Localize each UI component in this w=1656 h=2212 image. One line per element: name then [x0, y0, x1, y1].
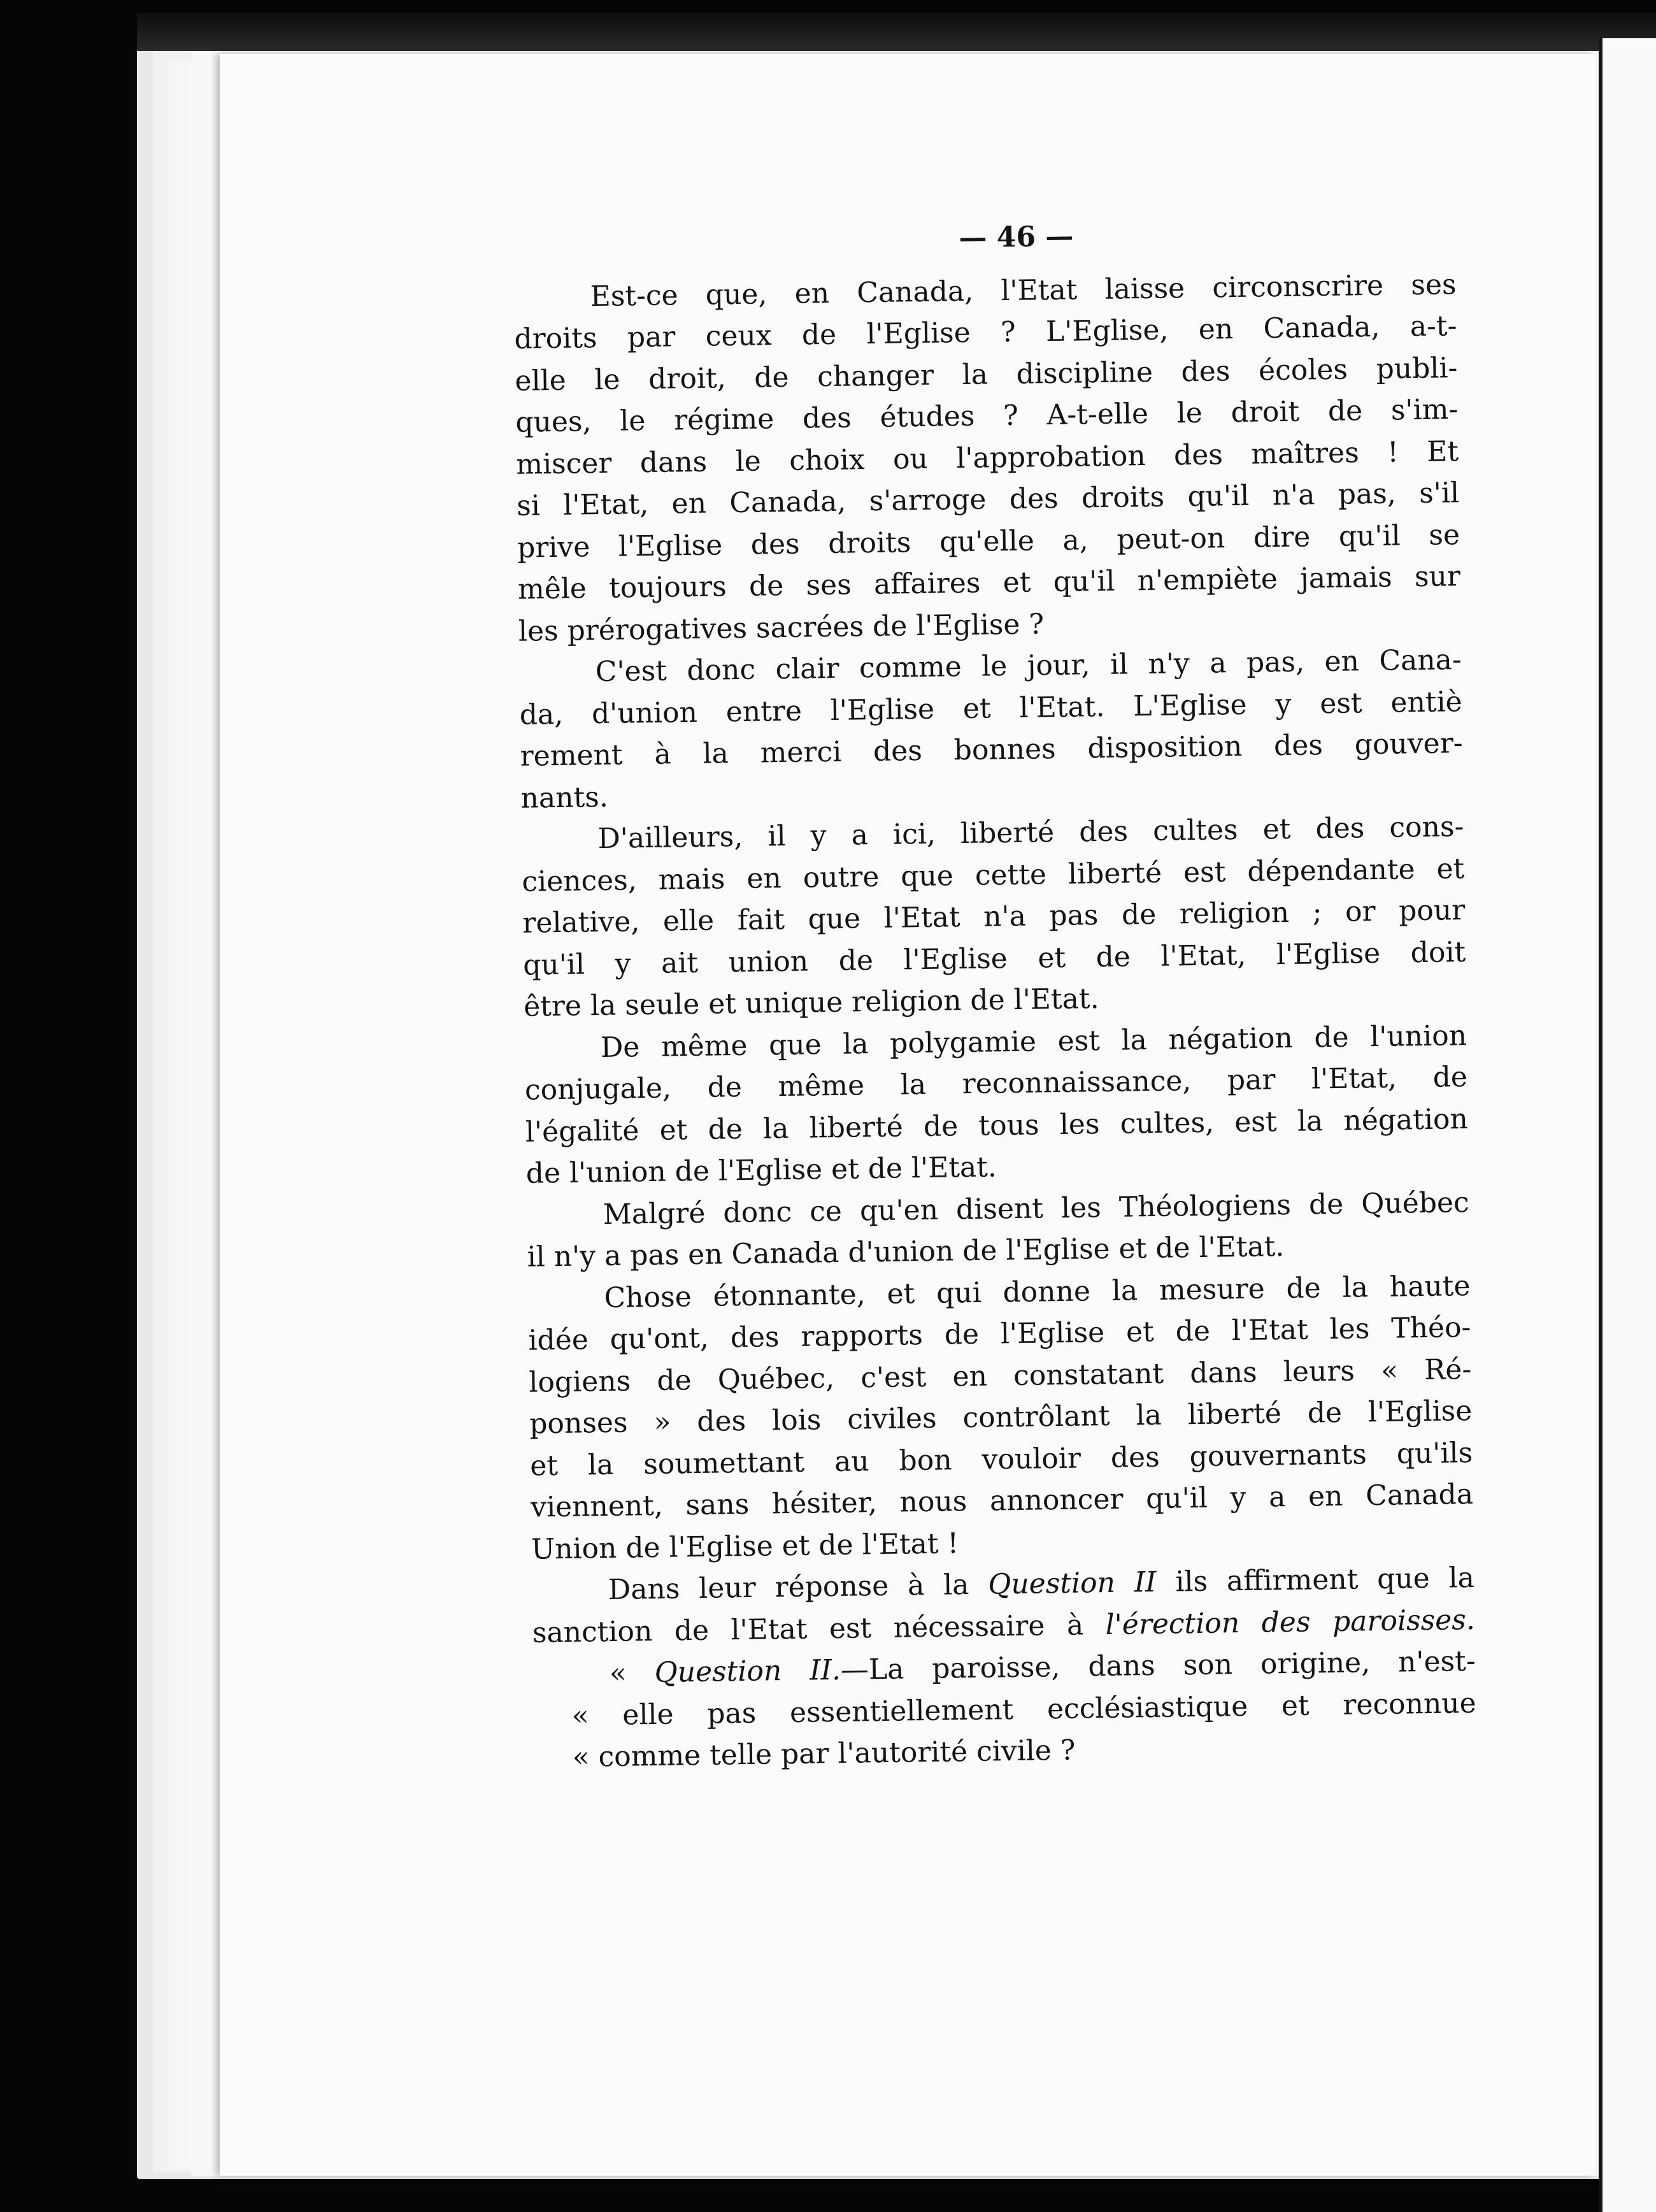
text-line: droits par ceux de l'Eglise ? L'Eglise, en Canada, a-t-	[514, 310, 1457, 356]
text-line: C'est donc clair comme le jour, il n'y a pas, en Cana-	[595, 643, 1462, 689]
text-line: Est-ce que, en Canada, l'Etat laisse circonscrire ses	[590, 268, 1457, 313]
text-line: Union de l'Eglise et de l'Etat !	[531, 1526, 959, 1566]
text-line: les prérogatives sacrées de l'Eglise ?	[518, 607, 1045, 648]
text-line: rement à la merci des bonnes disposition des gouver-	[520, 727, 1463, 773]
text-line: prive l'Eglise des droits qu'elle a, peut-on dire qu'il se	[517, 518, 1460, 564]
paragraph-closing	[532, 1557, 1476, 1653]
text-line: être la seule et unique religion de l'Etat.	[523, 982, 1099, 1023]
text-line: si l'Etat, en Canada, s'arroge des droits qu'il n'a pas, s'il	[516, 477, 1460, 522]
text-line: miscer dans le choix ou l'approbation des maîtres ! Et	[515, 434, 1459, 481]
text-line: da, d'union entre l'Eglise et l'Etat. L'Eglise y est entiè	[519, 685, 1462, 731]
paragraph	[522, 806, 1466, 1027]
text-line: il n'y a pas en Canada d'union de l'Eglise et de l'Etat.	[527, 1230, 1285, 1274]
text-line: « elle pas essentiellement ecclésiastique et reconnue	[571, 1686, 1476, 1732]
text-line: relative, elle fait que l'Etat n'a pas de religion ; or pour	[522, 894, 1466, 940]
text-line: et la soumettant au bon vouloir des gouvernants qu'ils	[529, 1436, 1473, 1483]
top-binding-edge	[137, 13, 1656, 51]
paragraph	[524, 1015, 1469, 1195]
paragraph	[514, 264, 1461, 652]
text-line: D'ailleurs, il y a ici, liberté des cultes et des cons-	[597, 810, 1464, 856]
text-line: Chose étonnante, et qui donne la mesure de la haute	[604, 1269, 1471, 1314]
text-line: logiens de Québec, c'est en constatant dans leurs « Ré-	[529, 1353, 1472, 1399]
text-line: nants.	[520, 780, 609, 815]
paragraph	[528, 1265, 1474, 1570]
text-line: Malgré donc ce qu'en disent les Théologiens de Québec	[603, 1186, 1469, 1231]
quotation	[571, 1641, 1477, 1778]
text-line: ciences, mais en outre que cette liberté est dépendante et	[522, 852, 1465, 898]
text-line: de l'union de l'Eglise et de l'Etat.	[525, 1151, 997, 1190]
body-paragraphs	[514, 264, 1474, 1570]
paragraph	[527, 1182, 1470, 1278]
paragraph	[519, 639, 1464, 819]
text-line: idée qu'ont, des rapports de l'Eglise et de l'Etat les Théo-	[528, 1311, 1471, 1357]
text-line: sanction de l'Etat est nécessaire à l'érection des paroisses.	[532, 1603, 1476, 1649]
text-line: mêle toujours de ses affaires et qu'il n'empiète jamais sur	[517, 560, 1461, 606]
text-line: Dans leur réponse à la Question II ils affirment que la	[608, 1561, 1475, 1606]
page-text	[514, 210, 1477, 1778]
facing-page-edge	[1599, 38, 1656, 2212]
text-line: l'égalité et de la liberté de tous les cultes, est la négation	[525, 1102, 1469, 1149]
text-line: elle le droit, de changer la discipline des écoles publi-	[515, 351, 1458, 398]
text-line: qu'il y ait union de l'Eglise et de l'Etat, l'Eglise doit	[522, 935, 1466, 982]
text-line: viennent, sans hésiter, nous annoncer qu'il y a en Canada	[530, 1477, 1474, 1524]
text-line: « Question II.—La paroisse, dans son origine, n'est-	[609, 1644, 1476, 1690]
text-line: conjugale, de même la reconnaissance, par l'Etat, de	[524, 1061, 1468, 1107]
page-number: — 46 —	[959, 220, 1074, 255]
text-line: ponses » des lois civiles contrôlant la liberté de l'Eglise	[529, 1394, 1473, 1440]
text-line: De même que la polygamie est la négation de l'union	[600, 1019, 1467, 1064]
text-line: « comme telle par l'autorité civile ?	[572, 1734, 1076, 1774]
text-line: ques, le régime des études ? A-t-elle le droit de s'im-	[515, 393, 1459, 439]
